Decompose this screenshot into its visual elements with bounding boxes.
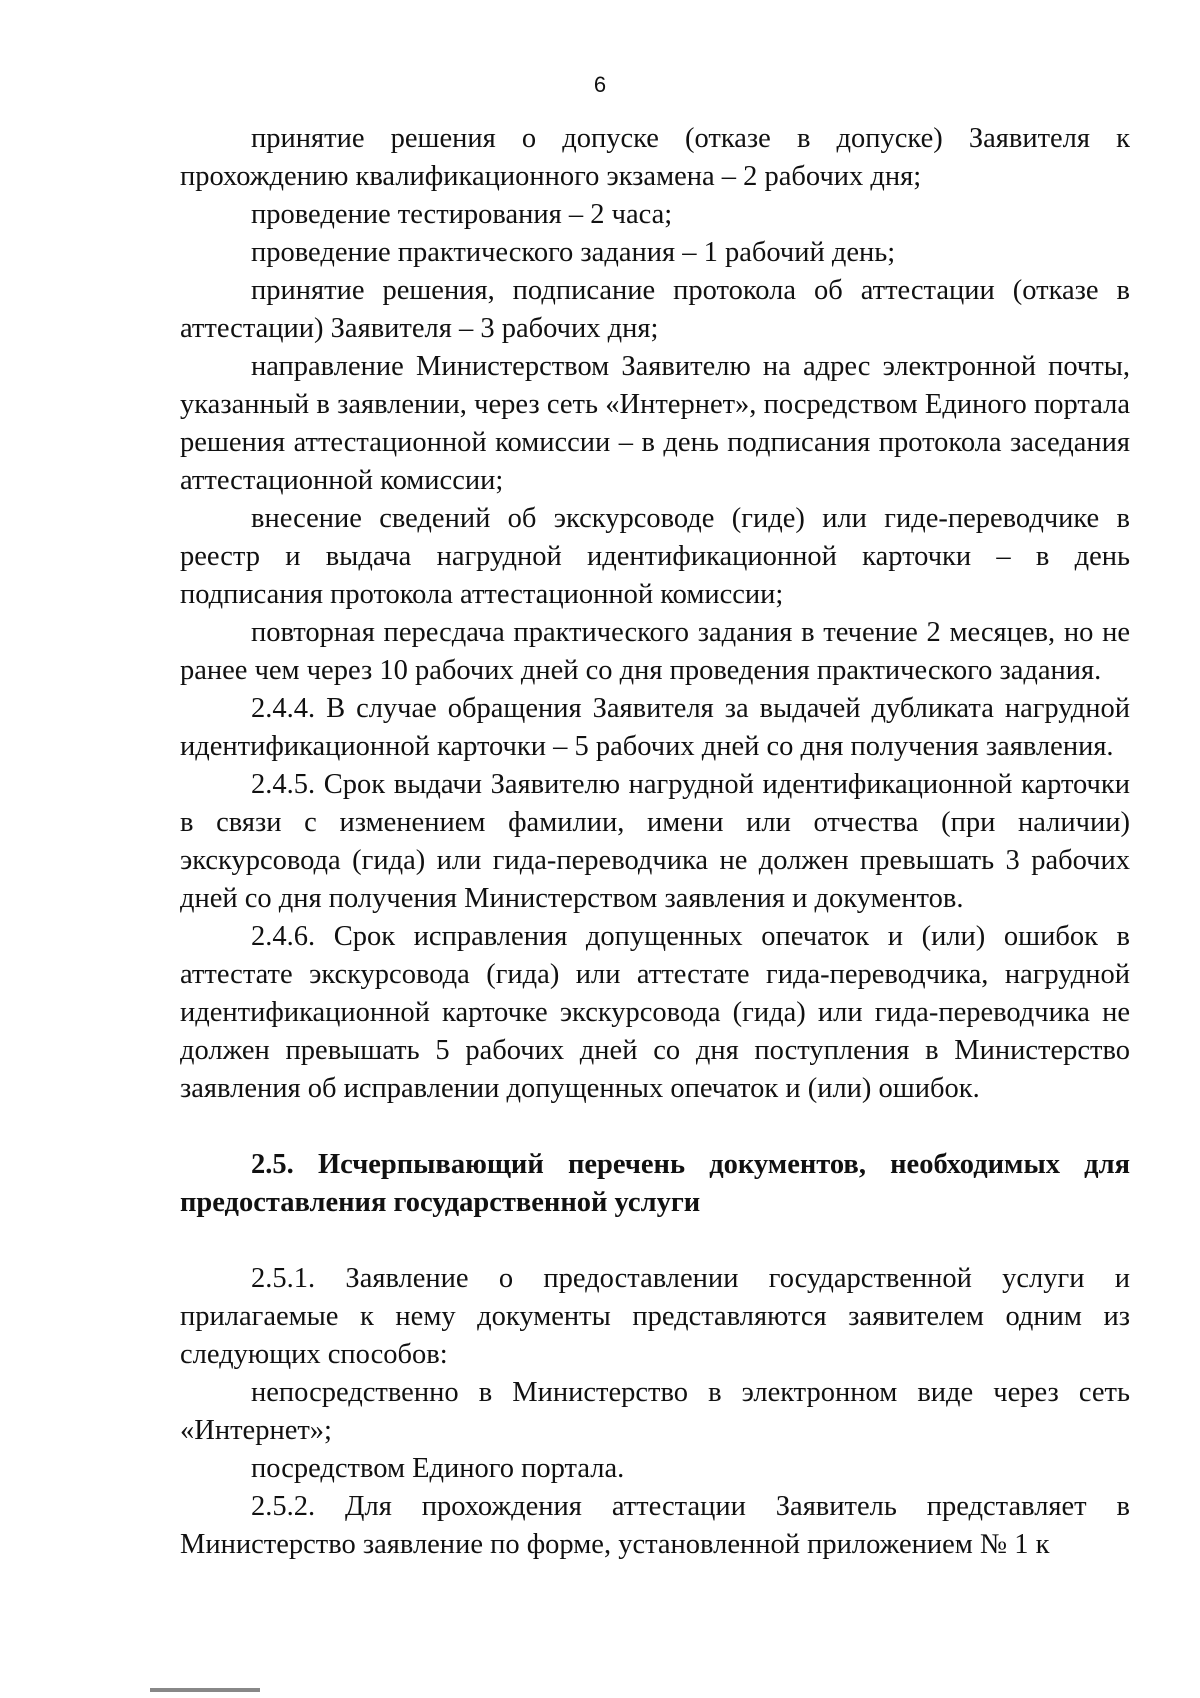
paragraph: внесение сведений об экскурсоводе (гиде) или гиде-переводчике в реестр и выдача нагрудной идентификационной карточки – в день подписания протокола аттестационной комиссии; [180, 503, 1130, 610]
paragraph: проведение тестирования – 2 часа; [251, 199, 673, 230]
paragraph-2-5-1: 2.5.1. Заявление о предоставлении государственной услуги и прилагаемые к нему документы представляются заявителем одним из следующих способов: [180, 1263, 1130, 1370]
scan-artifact [150, 1688, 260, 1692]
section-heading-2-5: 2.5. Исчерпывающий перечень документов, необходимых для предоставления государственной услуги [180, 1149, 1130, 1218]
paragraph-2-4-5: 2.4.5. Срок выдачи Заявителю нагрудной идентификационной карточки в связи с изменением фамилии, имени или отчества (при наличии) экскурсовода (гида) или гида-переводчика не должен превышать 3 рабочих дней со дня получения Министерством заявления и документов. [180, 769, 1130, 914]
paragraph: направление Министерством Заявителю на адрес электронной почты, указанный в заявлении, через сеть «Интернет», посредством Единого портала решения аттестационной комиссии – в день подписания протокола заседания аттестационной комиссии; [180, 351, 1130, 496]
document-body [180, 120, 1130, 1564]
paragraph: повторная пересдача практического задания в течение 2 месяцев, но не ранее чем через 10 рабочих дней со дня проведения практического задания. [180, 617, 1130, 686]
page-number: 6 [593, 72, 607, 97]
paragraph: принятие решения, подписание протокола об аттестации (отказе в аттестации) Заявителя – 3 рабочих дня; [180, 275, 1130, 344]
paragraph-2-5-2: 2.5.2. Для прохождения аттестации Заявитель представляет в Министерство заявление по форме, установленной приложением № 1 к [180, 1491, 1130, 1560]
spacer [180, 1108, 1130, 1146]
paragraph: непосредственно в Министерство в электронном виде через сеть «Интернет»; [180, 1377, 1130, 1446]
paragraph: принятие решения о допуске (отказе в допуске) Заявителя к прохождению квалификационного экзамена – 2 рабочих дня; [180, 123, 1130, 192]
spacer [180, 1222, 1130, 1260]
paragraph-2-4-4: 2.4.4. В случае обращения Заявителя за выдачей дубликата нагрудной идентификационной карточки – 5 рабочих дней со дня получения заявления. [180, 693, 1130, 762]
paragraph: посредством Единого портала. [251, 1453, 625, 1484]
paragraph: проведение практического задания – 1 рабочий день; [251, 237, 896, 268]
paragraph-2-4-6: 2.4.6. Срок исправления допущенных опечаток и (или) ошибок в аттестате экскурсовода (гида) или аттестате гида-переводчика, нагрудной идентификационной карточке экскурсовода (гида) или гида-переводчика не должен превышать 5 рабочих дней со дня поступления в Министерство заявления об исправлении допущенных опечаток и (или) ошибок. [180, 921, 1130, 1104]
